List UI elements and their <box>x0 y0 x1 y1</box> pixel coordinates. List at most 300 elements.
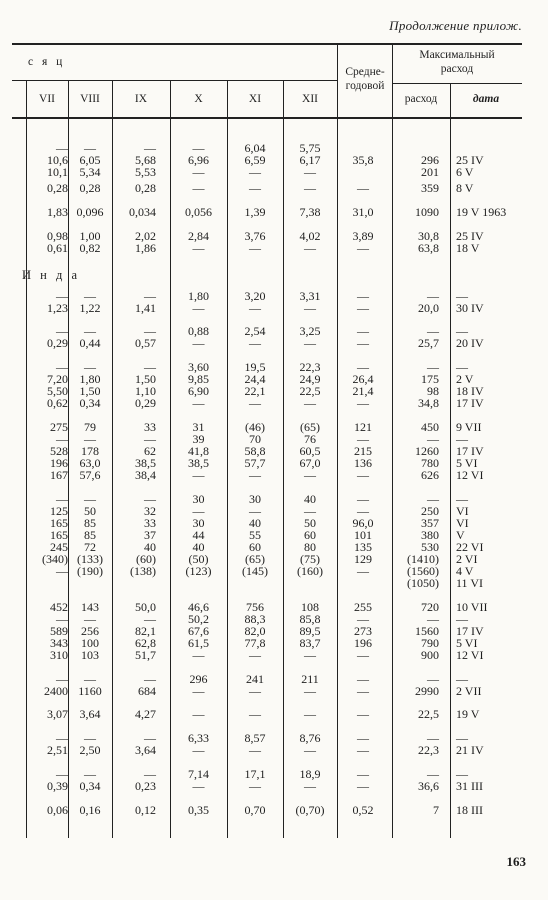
table-cell: 21 IV <box>456 743 484 757</box>
table-cell: 17 IV <box>456 396 484 410</box>
table-cell: 44 <box>192 528 205 542</box>
top-rule <box>12 43 522 45</box>
table-cell: 18 V <box>456 241 480 255</box>
table-cell: 2 V <box>456 372 474 386</box>
table-cell: 18 III <box>456 803 483 817</box>
table-cell: — <box>456 672 468 686</box>
table-cell: 10 VII <box>456 600 488 614</box>
table-cell: — <box>357 767 369 781</box>
table-cell: 0,52 <box>352 803 374 817</box>
table-cell: 0,096 <box>76 205 104 219</box>
header-month-VII: VII <box>39 93 55 105</box>
table-cell: — <box>56 324 68 338</box>
table-cell: 2,54 <box>244 324 266 338</box>
table-cell: 22,1 <box>244 384 266 398</box>
table-cell: 38,5 <box>135 456 156 470</box>
table-cell: 36,6 <box>418 779 439 793</box>
table-cell: 0,28 <box>47 181 68 195</box>
table-cell: — <box>357 241 369 255</box>
table-cell: — <box>357 396 369 410</box>
table-cell: — <box>144 612 156 626</box>
table-cell: 6,59 <box>244 153 266 167</box>
table-cell: 2 VII <box>456 684 482 698</box>
table-cell: 296 <box>189 672 208 686</box>
page-number: 163 <box>506 854 526 869</box>
table-cell: (60) <box>136 552 156 566</box>
table-cell: (1410) <box>407 552 439 566</box>
table-cell: — <box>249 684 261 698</box>
table-cell: 31 <box>192 420 205 434</box>
table-cell: — <box>456 731 468 745</box>
table-cell: — <box>357 504 369 518</box>
table-cell: 0,056 <box>185 205 212 219</box>
table-cell: 3,89 <box>352 229 374 243</box>
section-label: И н д а <box>22 268 80 282</box>
table-cell: 275 <box>50 420 68 434</box>
table-cell: 273 <box>354 624 372 638</box>
table-cell: 0,44 <box>79 336 101 350</box>
table-cell: 201 <box>421 165 439 179</box>
table-cell: 0,82 <box>79 241 101 255</box>
table-cell: 30 IV <box>456 301 484 315</box>
table-cell: 5,50 <box>47 384 68 398</box>
table-cell: — <box>192 504 205 518</box>
table-cell: 72 <box>84 540 96 554</box>
table-cell: — <box>357 743 369 757</box>
table-cell: 359 <box>421 181 439 195</box>
table-cell: 0,61 <box>47 241 68 255</box>
table-cell: 77,8 <box>244 636 266 650</box>
table-cell: 241 <box>246 672 264 686</box>
table-cell: 255 <box>354 600 372 614</box>
table-cell: 0,62 <box>47 396 68 410</box>
table-cell: (340) <box>42 552 68 566</box>
table-cell: 40 <box>144 540 156 554</box>
table-cell: 50 <box>84 504 96 518</box>
table-cell: 1,83 <box>47 205 68 219</box>
table-cell: — <box>357 564 369 578</box>
table-cell: 357 <box>421 516 439 530</box>
table-cell: 1260 <box>415 444 439 458</box>
table-cell: 19 V <box>456 707 480 721</box>
table-cell: — <box>456 767 468 781</box>
table-cell: 20 IV <box>456 336 484 350</box>
table-cell: 0,98 <box>47 229 68 243</box>
table-cell: 1,80 <box>79 372 101 386</box>
table-cell: — <box>357 432 369 446</box>
table-cell: 0,23 <box>135 779 156 793</box>
table-cell: 39 <box>192 432 205 446</box>
table-cell: — <box>427 767 439 781</box>
table-cell: 2,84 <box>188 229 209 243</box>
table-cell: 79 <box>84 420 96 434</box>
table-cell: 18,9 <box>299 767 321 781</box>
table-cell: — <box>304 301 316 315</box>
table-cell: 96,0 <box>352 516 374 530</box>
table-cell: 8,57 <box>244 731 266 745</box>
table-cell: 6 V <box>456 165 474 179</box>
table-cell: 12 VI <box>456 648 484 662</box>
table-cell: — <box>357 612 369 626</box>
table-cell: 33 <box>144 516 156 530</box>
table-cell: 11 VI <box>456 576 483 590</box>
header-month-XII: XII <box>302 93 318 105</box>
table-cell: 67,6 <box>188 624 209 638</box>
table-cell: — <box>56 432 68 446</box>
table-cell: 5 VI <box>456 636 478 650</box>
table-cell: 1,00 <box>79 229 101 243</box>
header-month-IX: IX <box>134 93 148 105</box>
table-cell: 1,50 <box>79 384 101 398</box>
table-cell: 5,68 <box>135 153 156 167</box>
table-cell: — <box>192 743 205 757</box>
table-cell: — <box>456 432 468 446</box>
table-cell: — <box>192 648 205 662</box>
table-cell: 3,64 <box>135 743 156 757</box>
table-cell: — <box>249 301 261 315</box>
table-cell: 900 <box>421 648 439 662</box>
table-cell: — <box>192 396 205 410</box>
table-cell: — <box>249 743 261 757</box>
table-cell: — <box>357 672 369 686</box>
table-cell: 3,31 <box>299 289 321 303</box>
table-cell: — <box>304 743 316 757</box>
table-cell: 530 <box>421 540 439 554</box>
table-cell: — <box>249 396 261 410</box>
table-cell: 6,33 <box>188 731 209 745</box>
table-cell: — <box>249 504 261 518</box>
table-cell: 38,5 <box>188 456 209 470</box>
table-cell: 37 <box>144 528 156 542</box>
table-cell: — <box>357 707 369 721</box>
table-cell: 24,9 <box>299 372 321 386</box>
table-cell: 8 V <box>456 181 474 195</box>
table-cell: 256 <box>81 624 99 638</box>
table-cell: 6,05 <box>79 153 101 167</box>
table-cell: — <box>249 336 261 350</box>
table-cell: — <box>84 141 96 155</box>
table-cell: — <box>456 289 468 303</box>
table-cell: 3,20 <box>244 289 266 303</box>
table-cell: — <box>144 360 156 374</box>
table-cell: — <box>357 648 369 662</box>
table-cell: 178 <box>81 444 99 458</box>
table-cell: 2400 <box>44 684 68 698</box>
table-cell: 58,8 <box>244 444 266 458</box>
table-cell: — <box>249 181 261 195</box>
table-cell: 1,86 <box>135 241 156 255</box>
header-bottom-rule <box>12 117 522 119</box>
table-cell: — <box>357 779 369 793</box>
table-cell: — <box>144 672 156 686</box>
table-cell: 50,2 <box>188 612 209 626</box>
table-cell: 1,23 <box>47 301 68 315</box>
table-cell: 2,50 <box>79 743 101 757</box>
table-cell: 5,53 <box>135 165 156 179</box>
table-cell: — <box>144 731 156 745</box>
table-cell: — <box>192 336 205 350</box>
table-cell: 167 <box>50 468 68 482</box>
header-month-XI: XI <box>248 93 262 105</box>
table-cell: 215 <box>354 444 372 458</box>
table-cell: 50 <box>304 516 316 530</box>
table-cell: 17 IV <box>456 624 484 638</box>
table-cell: 626 <box>421 468 439 482</box>
table-cell: 57,7 <box>244 456 266 470</box>
table-cell: 30 <box>249 492 261 506</box>
table-cell: 26,4 <box>352 372 374 386</box>
table-cell: — <box>84 432 96 446</box>
table-cell: 18 IV <box>456 384 484 398</box>
table-cell: 3,64 <box>79 707 101 721</box>
table-cell: 1560 <box>415 624 439 638</box>
table-cell: 55 <box>249 528 261 542</box>
table-cell: 98 <box>427 384 439 398</box>
table-cell: — <box>192 468 205 482</box>
table-cell: — <box>56 672 68 686</box>
table-cell: — <box>456 612 468 626</box>
table-cell: 31,0 <box>352 205 374 219</box>
table-cell: 101 <box>354 528 372 542</box>
table-cell: 3,25 <box>299 324 321 338</box>
table-cell: 40 <box>249 516 261 530</box>
table-cell: 1,22 <box>79 301 101 315</box>
table-cell: — <box>357 301 369 315</box>
table-cell: (75) <box>300 552 320 566</box>
table-cell: 8,76 <box>299 731 321 745</box>
table-cell: 0,39 <box>47 779 68 793</box>
table-cell: 41,8 <box>188 444 209 458</box>
table-cell: — <box>84 289 96 303</box>
table-cell: 380 <box>421 528 439 542</box>
table-cell: 88,3 <box>244 612 266 626</box>
table-cell: 684 <box>138 684 156 698</box>
table-cell: 103 <box>81 648 99 662</box>
table-cell: — <box>304 468 316 482</box>
table-cell: 1,39 <box>244 205 266 219</box>
table-cell: — <box>456 492 468 506</box>
table-cell: — <box>192 684 205 698</box>
table-cell: 30 <box>192 516 205 530</box>
table-cell: 4,27 <box>135 707 156 721</box>
table-cell: 4,02 <box>299 229 321 243</box>
table-cell: 589 <box>50 624 68 638</box>
table-cell: 108 <box>301 600 319 614</box>
table-cell: — <box>84 672 96 686</box>
table-cell: 22 VI <box>456 540 484 554</box>
table-cell: 3,76 <box>244 229 266 243</box>
table-cell: 12 VI <box>456 468 484 482</box>
table-cell: 60 <box>304 528 316 542</box>
table-cell: 165 <box>50 516 68 530</box>
table-cell: (138) <box>130 564 156 578</box>
table-cell: — <box>144 432 156 446</box>
table-cell: 31 III <box>456 779 483 793</box>
table-cell: — <box>357 336 369 350</box>
header-month-X: X <box>194 93 203 105</box>
table-cell: — <box>427 731 439 745</box>
table-cell: 0,29 <box>135 396 156 410</box>
table-cell: 129 <box>354 552 372 566</box>
table-cell: — <box>304 504 316 518</box>
table-cell: — <box>192 241 205 255</box>
table-cell: 25 IV <box>456 229 484 243</box>
table-cell: 9,85 <box>188 372 209 386</box>
table-cell: — <box>144 324 156 338</box>
table-cell: 22,3 <box>418 743 439 757</box>
table-cell: 19 V 1963 <box>456 205 507 219</box>
table-cell: 6,04 <box>244 141 266 155</box>
table-cell: 85,8 <box>299 612 321 626</box>
table-cell: 5,75 <box>299 141 321 155</box>
table-cell: (50) <box>188 552 209 566</box>
table-cell: — <box>144 141 156 155</box>
table-cell: 0,34 <box>79 779 101 793</box>
month-rule <box>12 80 337 81</box>
table-cell: 46,6 <box>188 600 209 614</box>
table-cell: 63,0 <box>79 456 101 470</box>
table-cell: 0,29 <box>47 336 68 350</box>
table-cell: — <box>304 684 316 698</box>
table-cell: 85 <box>84 516 96 530</box>
table-cell: 143 <box>81 600 99 614</box>
table-cell: 76 <box>304 432 316 446</box>
table-cell: 22,5 <box>418 707 439 721</box>
table-cell: — <box>249 779 261 793</box>
table-cell: VI <box>456 516 469 530</box>
table-cell: 175 <box>421 372 439 386</box>
table-cell: (190) <box>77 564 103 578</box>
table-cell: 780 <box>421 456 439 470</box>
table-cell: — <box>357 492 369 506</box>
table-cell: — <box>304 707 316 721</box>
table-cell: 7,38 <box>299 205 321 219</box>
table-cell: (145) <box>242 564 268 578</box>
table-cell: — <box>56 141 68 155</box>
table-cell: — <box>84 360 96 374</box>
table-cell: 0,16 <box>79 803 101 817</box>
table-cell: 6,90 <box>188 384 209 398</box>
table-cell: (1560) <box>407 564 439 578</box>
table-cell: (46) <box>245 420 265 434</box>
table-cell: — <box>56 564 68 578</box>
table-cell: 60 <box>249 540 261 554</box>
table-cell: (160) <box>297 564 323 578</box>
table-cell: 528 <box>50 444 68 458</box>
table-cell: — <box>357 181 369 195</box>
table-cell: 62,8 <box>135 636 156 650</box>
table-cell: 211 <box>301 672 319 686</box>
table-cell: 0,12 <box>135 803 156 817</box>
table-cell: 40 <box>304 492 316 506</box>
table-cell: 450 <box>421 420 439 434</box>
table-cell: 1,80 <box>188 289 209 303</box>
table-cell: 25,7 <box>418 336 439 350</box>
table-cell: 63,8 <box>418 241 439 255</box>
table-cell: — <box>427 492 439 506</box>
table-cell: — <box>456 360 468 374</box>
table-cell: 2,51 <box>47 743 68 757</box>
table-cell: 5 VI <box>456 456 478 470</box>
table-cell: 7 <box>433 803 439 817</box>
table-cell: — <box>357 684 369 698</box>
table-cell: 121 <box>354 420 372 434</box>
table-cell: 2,02 <box>135 229 156 243</box>
table-cell: 34,8 <box>418 396 439 410</box>
table-cell: 3,60 <box>188 360 209 374</box>
table-cell: 70 <box>249 432 261 446</box>
table-cell: 0,88 <box>188 324 209 338</box>
table-cell: 1160 <box>78 684 102 698</box>
table-cell: — <box>304 241 316 255</box>
table-cell: 24,4 <box>244 372 266 386</box>
table-cell: — <box>304 165 316 179</box>
table-cell: 135 <box>354 540 372 554</box>
table-cell: — <box>192 301 205 315</box>
table-cell: 756 <box>246 600 264 614</box>
table-cell: — <box>249 165 261 179</box>
table-cell: — <box>144 492 156 506</box>
table-cell: 17 IV <box>456 444 484 458</box>
table-cell: — <box>84 731 96 745</box>
table-cell: (133) <box>77 552 103 566</box>
table-cell: 343 <box>50 636 68 650</box>
table-cell: — <box>357 468 369 482</box>
table-cell: 1,10 <box>135 384 156 398</box>
table-cell: — <box>84 767 96 781</box>
table-cell: 82,0 <box>244 624 266 638</box>
table-cell: — <box>304 396 316 410</box>
table-cell: 4 V <box>456 564 474 578</box>
table-cell: 125 <box>50 504 68 518</box>
table-cell: VI <box>456 504 469 518</box>
table-cell: 6,96 <box>188 153 209 167</box>
table-cell: 0,34 <box>79 396 101 410</box>
table-cell: 0,034 <box>129 205 156 219</box>
table-cell: 51,7 <box>135 648 156 662</box>
table-cell: (1050) <box>407 576 439 590</box>
table-cell: 30,8 <box>418 229 439 243</box>
header-max: Максимальный расход <box>419 49 495 75</box>
table-cell: 67,0 <box>299 456 321 470</box>
table-cell: — <box>56 612 68 626</box>
table-cell: 22,5 <box>299 384 321 398</box>
table-cell: 165 <box>50 528 68 542</box>
table-cell: — <box>357 289 369 303</box>
table-cell: 21,4 <box>352 384 374 398</box>
table-cell: — <box>192 165 205 179</box>
table-cell: (123) <box>185 564 212 578</box>
table-cell: 250 <box>421 504 439 518</box>
table-cell: 80 <box>304 540 316 554</box>
table-cell: 0,57 <box>135 336 156 350</box>
table-cell: 89,5 <box>299 624 321 638</box>
table-cell: 100 <box>81 636 99 650</box>
header-max-q: расход <box>404 93 438 105</box>
table-cell: — <box>304 779 316 793</box>
table-cell: V <box>456 528 465 542</box>
table-cell: 0,70 <box>244 803 266 817</box>
table-cell: — <box>249 241 261 255</box>
table-cell: — <box>304 181 316 195</box>
table-cell: 40 <box>192 540 205 554</box>
header-month-VIII: VIII <box>80 93 100 105</box>
table-cell: 10,6 <box>47 153 68 167</box>
table-cell: 0,35 <box>188 803 209 817</box>
table-cell: 2990 <box>415 684 439 698</box>
table-cell: — <box>304 336 316 350</box>
col-rule-9 <box>450 83 451 838</box>
